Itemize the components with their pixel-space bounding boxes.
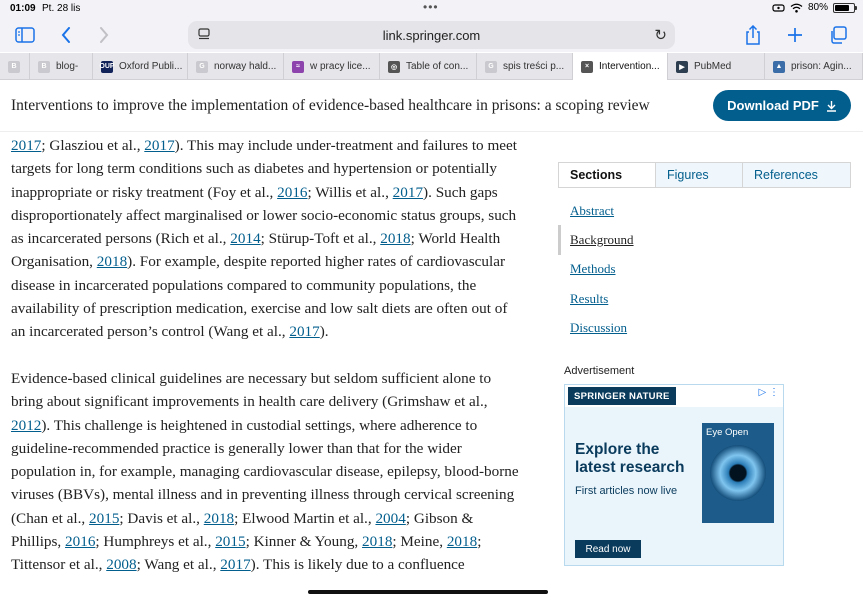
sidebar-tab-figures[interactable]: Figures	[655, 163, 742, 187]
browser-tab[interactable]	[765, 53, 863, 80]
tab-favicon-icon: ▲	[773, 61, 785, 73]
browser-tab[interactable]	[668, 53, 765, 80]
adchoices-icon[interactable]: ▷ ⋮	[758, 387, 779, 398]
body-text: ). This is likely due to a confluence	[250, 556, 465, 574]
tab-favicon-icon: OUP	[101, 61, 113, 73]
multitask-dots-icon[interactable]: •••	[423, 0, 439, 14]
url-text: link.springer.com	[382, 28, 481, 43]
browser-tab[interactable]	[0, 53, 30, 80]
body-text: ; Willis et al.,	[307, 183, 393, 201]
tab-label: spis treści p...	[503, 61, 565, 72]
browser-tab[interactable]	[477, 53, 573, 80]
status-right	[772, 2, 855, 13]
home-indicator[interactable]	[308, 590, 548, 594]
body-text: ).	[319, 323, 329, 341]
body-text: ). This challenge is heightened in custodial settings, where adherence to guideline-recommended practice is generally lower than that for the wider population in, for example, managing cardiovascular disease, epilepsy, blood-borne viruses (BBVs), mental illness and in preventing illness through cervical screening (Chan et al.,	[11, 416, 519, 527]
back-icon[interactable]	[53, 22, 79, 48]
tab-label: norway hald...	[214, 61, 277, 72]
sidebar-tab-references[interactable]: References	[742, 163, 850, 187]
body-text: ; Kinner & Young,	[245, 533, 363, 551]
battery-icon	[833, 3, 855, 13]
body-text: ; Glasziou et al.,	[41, 137, 145, 154]
ad-brand-bar	[565, 385, 783, 407]
article-header	[0, 80, 863, 132]
journal-cover-image	[702, 423, 774, 523]
citation-link[interactable]: 2016	[65, 533, 96, 551]
tab-favicon-icon: ◎	[388, 61, 400, 73]
body-text: ; World Health Organisation,	[11, 230, 501, 271]
section-link-results[interactable]: Results	[570, 290, 609, 306]
article-title: Interventions to improve the implementation of evidence-based healthcare in prisons: a scoping review	[11, 97, 650, 114]
ad-label: Advertisement	[564, 365, 635, 377]
body-text: ). For example, despite reported higher rates of cardiovascular disease in incarcerated populations compared to community populations, the availability of prescription medication, exercise and low salt diets are often out of an incarcerated person’s control (Wang et al.,	[11, 253, 508, 341]
body-text: ; Wang et al.,	[136, 556, 221, 574]
citation-link[interactable]: 2018	[380, 230, 411, 248]
sections-nav	[558, 196, 851, 342]
body-text: ; Davis et al.,	[119, 509, 204, 527]
tab-favicon-icon: B	[8, 61, 20, 73]
citation-link[interactable]: 2018	[446, 533, 478, 551]
citation-link[interactable]: 2017	[220, 556, 251, 574]
section-link-background[interactable]: Background	[558, 225, 851, 254]
citation-link[interactable]: 2017	[144, 137, 175, 154]
citation-link[interactable]: 2014	[230, 230, 261, 248]
citation-link[interactable]: 2017	[11, 137, 42, 154]
share-icon[interactable]	[740, 22, 766, 48]
browser-tab[interactable]	[93, 53, 188, 80]
tab-label: prison: Agin...	[791, 61, 852, 72]
status-bar	[0, 0, 863, 18]
body-text: Evidence-based clinical guidelines are necessary but seldom sufficient alone to bring about significant improvements in health care delivery (Grimshaw et al.,	[11, 369, 492, 411]
browser-tab[interactable]	[188, 53, 284, 80]
download-pdf-label: Download PDF	[727, 98, 819, 113]
tab-strip	[0, 53, 863, 80]
citation-link[interactable]: 2012	[11, 416, 42, 434]
sidebar-toggle-icon[interactable]	[12, 22, 38, 48]
tab-favicon-icon: ▶	[676, 61, 688, 73]
reload-icon[interactable]: ↻	[654, 27, 667, 44]
body-text: ; Humphreys et al.,	[95, 533, 216, 551]
browser-tab[interactable]	[30, 53, 93, 80]
body-text: ; Elwood Martin et al.,	[234, 509, 376, 527]
tab-label: PubMed	[694, 61, 732, 72]
tab-label: w pracy lice...	[310, 61, 371, 72]
springer-nature-logo: SPRINGER NATURE	[568, 387, 676, 405]
tab-favicon-icon: ≈	[292, 61, 304, 73]
tab-favicon-icon: G	[196, 61, 208, 73]
citation-link[interactable]: 2018	[96, 253, 128, 271]
vpn-icon	[772, 3, 785, 12]
paragraph-background-2	[11, 367, 521, 577]
citation-link[interactable]: 2017	[289, 323, 320, 341]
tab-label: Oxford Publi...	[119, 61, 183, 72]
tab-label: Intervention...	[599, 61, 660, 72]
status-date: Pt. 28 lis	[42, 3, 81, 14]
citation-link[interactable]: 2015	[89, 509, 120, 527]
body-text: ). Such gaps disproportionately affect marginalised or lower socio-economic status groups, such as incarcerated persons (Rich et al.,	[11, 183, 517, 248]
body-text: ; Tittensor et al.,	[11, 533, 482, 574]
forward-icon[interactable]	[91, 22, 117, 48]
status-time: 01:09	[10, 3, 36, 14]
browser-tab[interactable]	[284, 53, 380, 80]
paragraph-background-1	[11, 134, 521, 344]
browser-tab[interactable]	[573, 53, 668, 80]
download-icon	[826, 100, 837, 112]
body-text: ; Stürup-Toft et al.,	[260, 230, 381, 248]
citation-link[interactable]: 2015	[215, 533, 246, 551]
tab-favicon-icon: B	[38, 61, 50, 73]
journal-cover-title: Eye Open	[706, 427, 749, 438]
advertisement[interactable]	[564, 384, 784, 566]
wifi-icon	[790, 3, 803, 13]
eye-image	[710, 445, 766, 501]
tab-overview-icon[interactable]	[825, 22, 851, 48]
ad-headline: Explore the latest research	[575, 441, 685, 476]
citation-link[interactable]: 2008	[106, 556, 137, 574]
sidebar-tabs	[558, 162, 851, 188]
read-now-button[interactable]: Read now	[575, 540, 641, 558]
address-bar[interactable]	[188, 21, 675, 49]
ad-subline: First articles now live	[575, 485, 678, 497]
section-link-methods[interactable]: Methods	[570, 261, 616, 277]
tab-favicon-icon: ×	[581, 61, 593, 73]
citation-link[interactable]: 2017	[392, 183, 424, 201]
browser-toolbar	[0, 18, 863, 52]
citation-link[interactable]: 2018	[362, 533, 393, 551]
body-text: ). This may include under-treatment and failures to meet targets for long term conditions such as diabetes and hypertension or potentially inappropriate or risky treatment (Foy et al.,	[11, 137, 517, 201]
tab-label: blog-	[56, 61, 79, 72]
citation-link[interactable]: 2016	[277, 183, 308, 201]
article-body	[11, 134, 521, 600]
section-link-discussion[interactable]: Discussion	[570, 319, 628, 335]
tab-favicon-icon: G	[485, 61, 497, 73]
section-link-abstract[interactable]: Abstract	[570, 202, 615, 218]
tab-label: Table of con...	[406, 61, 469, 72]
citation-link[interactable]: 2018	[203, 509, 235, 527]
citation-link[interactable]: 2004	[375, 509, 406, 527]
body-text: ; Meine,	[392, 533, 447, 551]
new-tab-icon[interactable]	[782, 22, 808, 48]
body-text: ; Gibson & Phillips,	[11, 509, 474, 551]
download-pdf-button[interactable]	[713, 90, 851, 121]
browser-tab[interactable]	[380, 53, 477, 80]
battery-percent: 80%	[807, 2, 828, 13]
sidebar-tab-sections[interactable]: Sections	[559, 163, 655, 187]
